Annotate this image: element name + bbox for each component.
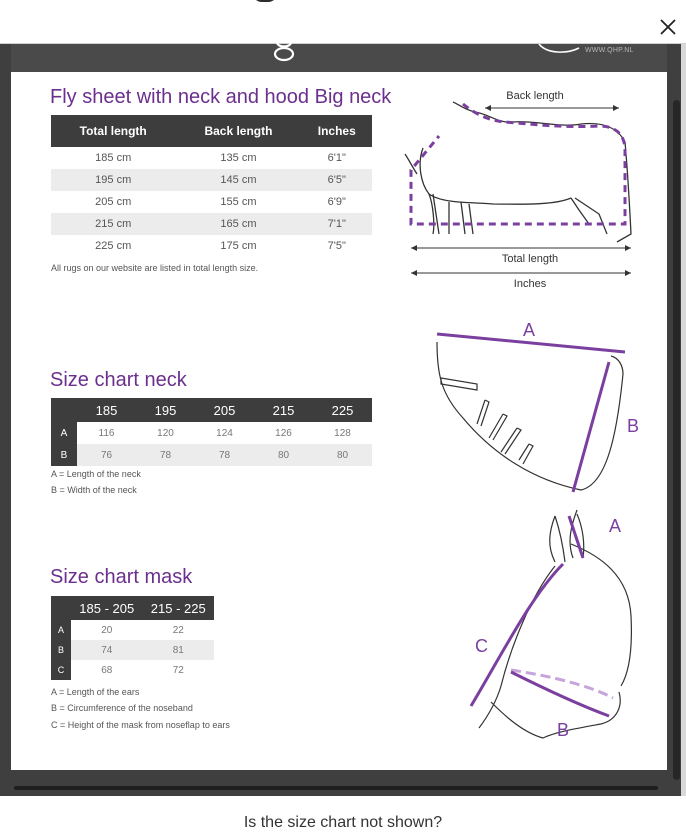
mask-chart-title: Size chart mask: [50, 566, 193, 588]
fly-sheet-note: All rugs on our website are listed in total length size.: [51, 263, 259, 273]
close-icon[interactable]: [656, 15, 680, 39]
table-cell: 155 cm: [220, 196, 257, 208]
row-label: C: [51, 660, 71, 680]
table-header-cell: Total length: [51, 115, 175, 147]
table-cell: 76: [77, 444, 136, 466]
table-header-cell: [51, 398, 77, 422]
mask-note-a: A = Length of the ears: [51, 687, 140, 697]
table-cell: 6'1": [327, 152, 346, 164]
logo-fragment: [252, 0, 278, 2]
inches-label: Inches: [513, 278, 547, 290]
mask-note-b: B = Circumference of the noseband: [51, 703, 193, 713]
noseband-dashed-line: [511, 670, 613, 698]
mask-label-c: C: [475, 636, 488, 656]
neck-note-a: A = Length of the neck: [51, 469, 141, 479]
table-header-cell: 205: [195, 398, 254, 422]
table-cell: 68: [101, 664, 113, 676]
table-cell: 145 cm: [175, 169, 301, 191]
table-cell: 20: [101, 624, 113, 636]
neck-note-b: B = Width of the neck: [51, 485, 137, 495]
brand-url: WWW.QHP.NL: [585, 47, 634, 54]
table-cell: 124: [216, 427, 233, 439]
table-row: [51, 235, 372, 257]
table-row: [51, 169, 372, 191]
fly-mask-diagram: [451, 506, 641, 746]
horse-rug-diagram: [403, 84, 643, 294]
table-cell: 72: [172, 664, 184, 676]
table-cell: 126: [275, 427, 292, 439]
neck-cover-diagram: [433, 314, 643, 498]
neck-size-table: [51, 398, 372, 466]
mask-label-b: B: [557, 720, 570, 740]
page-edge: [681, 44, 686, 796]
size-chart-header: [11, 44, 667, 72]
table-row: [51, 620, 214, 640]
table-cell: 80: [313, 444, 372, 466]
table-cell: 135 cm: [220, 152, 257, 164]
table-cell: 205 cm: [95, 196, 132, 208]
table-header-cell: 225: [313, 398, 372, 422]
mask-size-table: [51, 596, 214, 680]
row-label: B: [51, 444, 77, 466]
row-label: A: [51, 422, 77, 444]
table-cell: 81: [143, 640, 215, 660]
neck-label-a: A: [522, 320, 536, 340]
neck-dimension-b: [573, 362, 609, 492]
size-chart-image: [11, 72, 667, 770]
table-cell: 120: [157, 427, 174, 439]
table-cell: 78: [195, 444, 254, 466]
table-cell: 175 cm: [220, 240, 257, 252]
table-cell: 74: [71, 640, 143, 660]
vertical-scrollbar[interactable]: [673, 100, 680, 780]
row-label: B: [51, 640, 71, 660]
table-row: [51, 147, 372, 169]
table-row: [51, 191, 372, 213]
table-cell: 78: [136, 444, 195, 466]
table-header-cell: Back length: [175, 115, 301, 147]
fly-sheet-title: Fly sheet with neck and hood Big neck: [50, 86, 392, 108]
neck-chart-title: Size chart neck: [50, 369, 187, 391]
brand-logo-icon: [271, 40, 297, 62]
table-cell: 185 cm: [95, 152, 132, 164]
table-cell: 7'1": [302, 213, 373, 235]
horizontal-scrollbar[interactable]: [14, 786, 658, 790]
table-header-cell: 215 - 225: [143, 596, 215, 620]
table-header-cell: 185 - 205: [71, 596, 143, 620]
mask-label-a: A: [609, 516, 622, 536]
table-row: [51, 640, 214, 660]
table-cell: 6'9": [327, 196, 346, 208]
table-row: [51, 422, 372, 444]
table-header-cell: 195: [136, 398, 195, 422]
total-length-label: Total length: [501, 253, 559, 265]
table-header-cell: Inches: [302, 115, 373, 147]
mask-note-c: C = Height of the mask from noseflap to ears: [51, 720, 230, 730]
table-cell: 22: [172, 624, 184, 636]
neck-label-b: B: [627, 416, 640, 436]
table-cell: 225 cm: [95, 240, 132, 252]
fly-sheet-table: [51, 115, 372, 257]
table-header-cell: 215: [254, 398, 313, 422]
table-cell: 165 cm: [175, 213, 301, 235]
table-row: [51, 213, 372, 235]
table-header-cell: 185: [77, 398, 136, 422]
table-cell: 128: [334, 427, 351, 439]
table-header-cell: [51, 596, 71, 620]
table-cell: 195 cm: [51, 169, 175, 191]
size-chart-missing-question: Is the size chart not shown?: [243, 814, 443, 831]
table-cell: 6'5": [302, 169, 373, 191]
table-row: [51, 660, 214, 680]
back-length-label: Back length: [506, 90, 564, 102]
row-label: A: [51, 620, 71, 640]
modal-topbar: [0, 0, 686, 44]
brand-swoosh-icon: [537, 42, 581, 54]
table-cell: 80: [254, 444, 313, 466]
table-cell: 116: [98, 427, 115, 439]
table-row: [51, 444, 372, 466]
table-cell: 215 cm: [51, 213, 175, 235]
table-cell: 7'5": [327, 240, 346, 252]
